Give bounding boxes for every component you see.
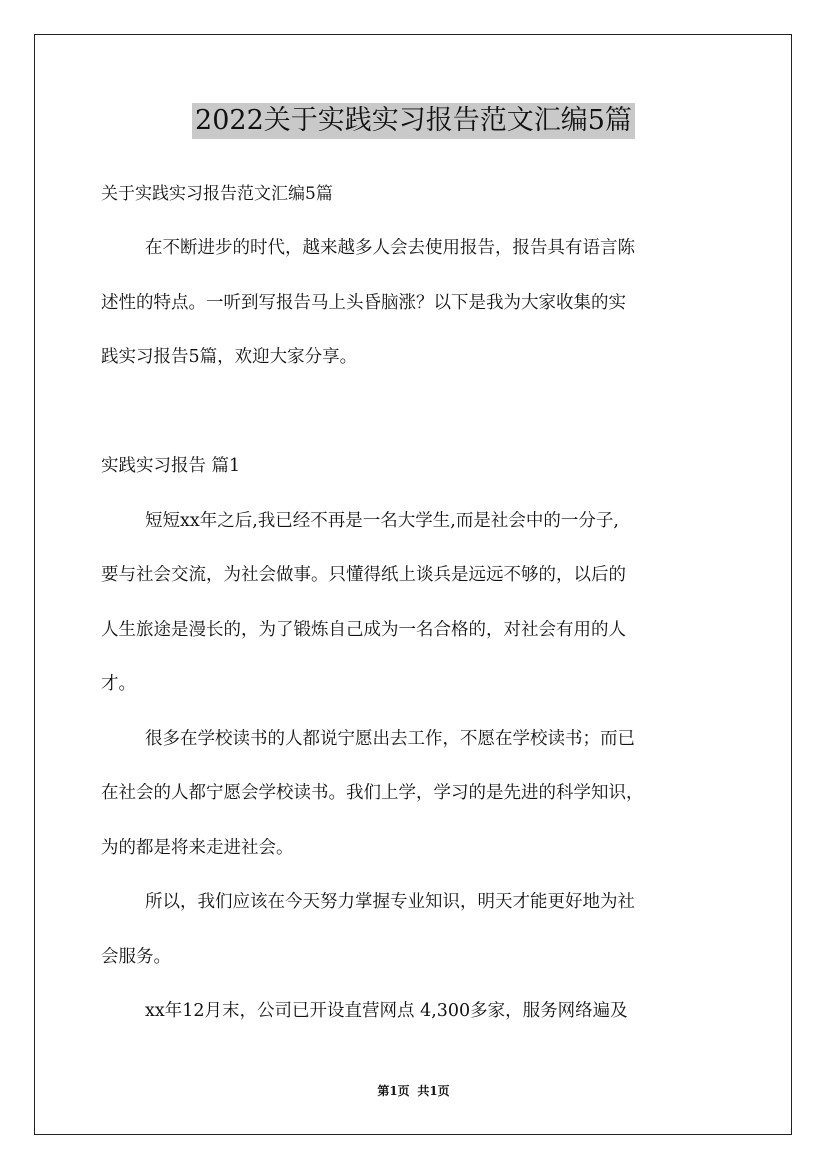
paragraph-line: 所以，我们应该在今天努力掌握专业知识，明天才能更好地为社 (145, 892, 635, 912)
page-total: 共1页 (417, 1084, 450, 1098)
document-title: 2022关于实践实习报告范文汇编5篇 (192, 103, 635, 139)
intro-line: 践实习报告5篇，欢迎大家分享。 (101, 347, 358, 367)
paragraph-line: 才。 (101, 674, 136, 694)
paragraph-line: 在社会的人都宁愿会学校读书。我们上学，学习的是先进的科学知识， (101, 783, 644, 803)
section-heading: 实践实习报告 篇1 (101, 456, 241, 476)
paragraph-line: xx年12月末，公司已开设直营网点 4,300多家，服务网络遍及 (145, 1001, 628, 1021)
page-number: 第1页 (377, 1084, 410, 1098)
paragraph-line: 人生旅途是漫长的，为了锻炼自己成为一名合格的，对社会有用的人 (101, 620, 626, 640)
paragraph-line: 会服务。 (101, 947, 171, 967)
title-container (0, 103, 827, 139)
paragraph-line: 短短xx年之后,我已经不再是一名大学生,而是社会中的一分子, (145, 511, 619, 531)
paragraph-line: 要与社会交流，为社会做事。只懂得纸上谈兵是远远不够的，以后的 (101, 565, 626, 585)
document-subtitle: 关于实践实习报告范文汇编5篇 (101, 184, 333, 204)
intro-line: 述性的特点。一听到写报告马上头昏脑涨？以下是我为大家收集的实 (101, 293, 626, 313)
paragraph-line: 为的都是将来走进社会。 (101, 838, 294, 858)
page-footer (0, 1082, 827, 1100)
paragraph-line: 很多在学校读书的人都说宁愿出去工作，不愿在学校读书；而已 (145, 729, 635, 749)
intro-line: 在不断进步的时代，越来越多人会去使用报告，报告具有语言陈 (145, 238, 635, 258)
